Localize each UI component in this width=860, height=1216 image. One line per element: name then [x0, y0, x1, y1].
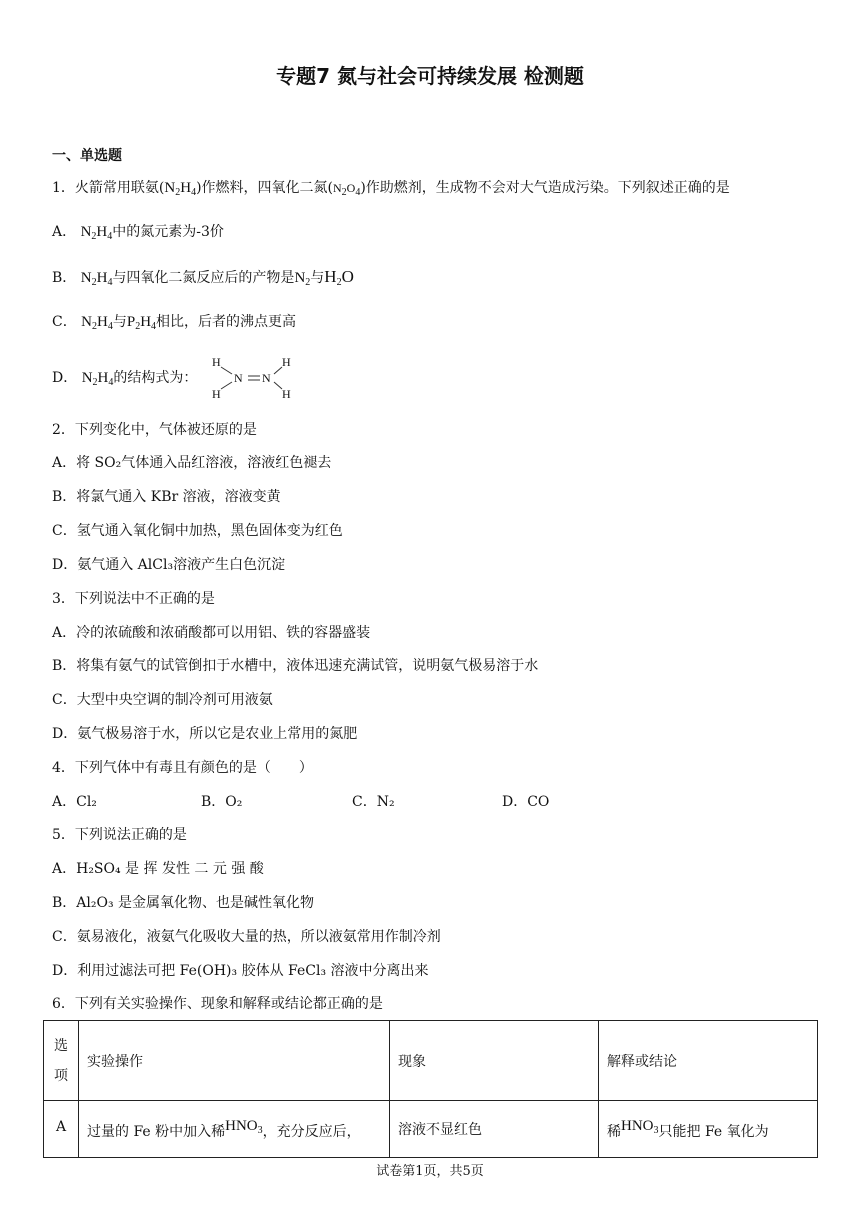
row-a-phenomenon: 溶液不显红色	[390, 1101, 599, 1158]
row-a-conclusion: 稀$HNO_3$只能把 Fe 氧化为	[599, 1101, 818, 1158]
question-3-option-c[interactable]: C．大型中央空调的制冷剂可用液氨	[52, 692, 273, 708]
question-1-stem: 1．火箭常用联氨$(N_2H_4)$作燃料，四氧化二氮$(N_2O_4)$作助燃剂，生成物不会对大气造成污染。下列叙述正确的是	[52, 180, 730, 198]
question-3-stem: 3．下列说法中不正确的是	[52, 591, 215, 607]
page-footer: 试卷第1页，共5页	[376, 1164, 484, 1179]
header-conclusion: 解释或结论	[599, 1021, 818, 1101]
question-5-option-a[interactable]: A．H₂SO₄ 是 挥 发性 二 元 强 酸	[52, 861, 264, 877]
question-4-stem: 4．下列气体中有毒且有颜色的是（ ）	[52, 760, 313, 776]
table-row	[44, 1101, 818, 1158]
question-2-option-a[interactable]: A．将 SO₂气体通入品红溶液，溶液红色褪去	[52, 455, 332, 471]
page-title: 专题7 氮与社会可持续发展 检测题	[276, 64, 584, 88]
question-1-option-d[interactable]: D． $N_2H_4$的结构式为：	[52, 370, 198, 388]
question-2-option-c[interactable]: C．氢气通入氧化铜中加热，黑色固体变为红色	[52, 523, 343, 539]
question-2-option-b[interactable]: B．将氯气通入 KBr 溶液，溶液变黄	[52, 489, 281, 505]
table-header-row	[44, 1021, 818, 1101]
question-4-option-c[interactable]: C．N₂	[352, 794, 395, 810]
section-heading: 一、单选题	[52, 148, 122, 164]
question-4-option-d[interactable]: D．CO	[502, 794, 550, 810]
question-3-option-a[interactable]: A．冷的浓硫酸和浓硝酸都可以用铝、铁的容器盛装	[52, 625, 371, 641]
question-5-option-c[interactable]: C．氨易液化，液氨气化吸收大量的热，所以液氨常用作制冷剂	[52, 929, 441, 945]
header-option: 选项	[44, 1021, 79, 1101]
question-4-option-a[interactable]: A．Cl₂	[52, 794, 97, 810]
question-2-stem: 2．下列变化中，气体被还原的是	[52, 422, 257, 438]
question-5-option-d[interactable]: D．利用过滤法可把 Fe(OH)₃ 胶体从 FeCl₃ 溶液中分离出来	[52, 963, 429, 979]
formula-n2o4: $N_2O_4$	[333, 181, 361, 198]
row-a-operation: 过量的 Fe 粉中加入稀$HNO_3$，充分反应后，	[79, 1101, 390, 1158]
question-5-option-b[interactable]: B．Al₂O₃ 是金属氧化物、也是碱性氧化物	[52, 895, 315, 911]
question-3-option-b[interactable]: B．将集有氨气的试管倒扣于水槽中，液体迅速充满试管，说明氨气极易溶于水	[52, 658, 539, 674]
question-1-option-c[interactable]: C． $N_2H_4$与$P_2H_4$相比，后者的沸点更高	[52, 314, 297, 332]
question-6-stem: 6．下列有关实验操作、现象和解释或结论都正确的是	[52, 996, 383, 1012]
experiment-table	[43, 1020, 818, 1158]
header-phenomenon: 现象	[390, 1021, 599, 1101]
header-operation: 实验操作	[79, 1021, 390, 1101]
question-1-option-b[interactable]: B． $N_2H_4$与四氧化二氮反应后的产物是$N_2$与$H_2O$	[52, 267, 354, 288]
question-4-option-b[interactable]: B．O₂	[201, 794, 243, 810]
question-5-stem: 5．下列说法正确的是	[52, 827, 187, 843]
hydrazine-structure-diagram: H H N N H H	[210, 355, 300, 401]
question-2-option-d[interactable]: D．氨气通入 AlCl₃溶液产生白色沉淀	[52, 557, 286, 573]
formula-n2h4: $N_2H_4$	[164, 180, 197, 198]
question-3-option-d[interactable]: D．氨气极易溶于水，所以它是农业上常用的氮肥	[52, 726, 358, 742]
question-1-option-a[interactable]: A． $N_2H_4$中的氮元素为-3价	[52, 224, 224, 242]
row-a-option: A	[44, 1101, 79, 1158]
